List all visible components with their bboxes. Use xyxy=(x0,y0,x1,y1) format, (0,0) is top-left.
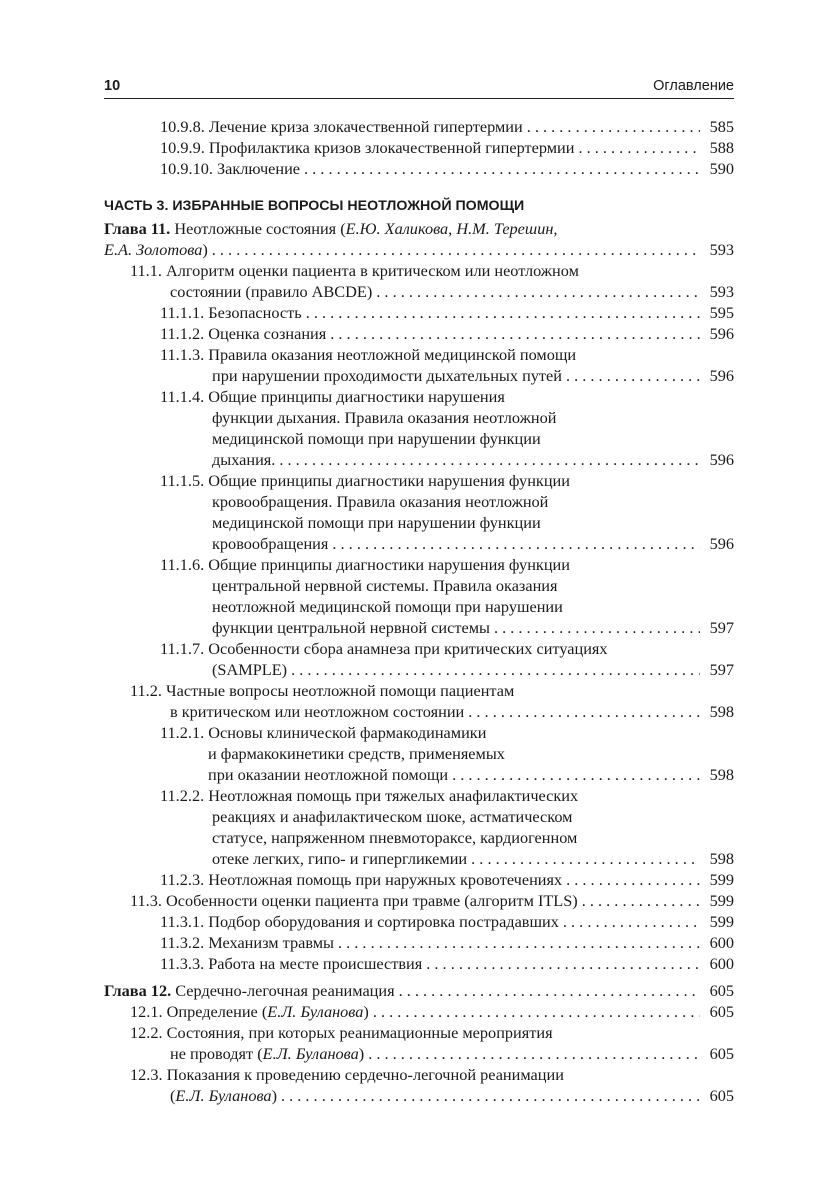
toc-entry[interactable]: 11.3. Особенности оценки пациента при травме (алгоритм ITLS) . . . 599 xyxy=(130,890,734,911)
toc-entry[interactable]: 11.1. Алгоритм оценки пациента в критическом или неотложном xyxy=(130,261,579,280)
page-ref: 599 xyxy=(709,891,734,910)
toc-entry[interactable]: 12.2. Состояния, при которых реанимационные мероприятия xyxy=(130,1023,553,1042)
toc-entry-cont[interactable]: не проводят (Е.Л. Буланова) . . . 605 xyxy=(170,1043,734,1064)
toc-entry-cont: реакциях и анафилактическом шоке, астматическом xyxy=(212,807,573,826)
page-ref: 605 xyxy=(709,1086,734,1105)
toc-entry[interactable]: 10.9.10. Заключение . . . 590 xyxy=(160,158,734,179)
page-ref: 605 xyxy=(709,1002,734,1021)
toc-entry-cont[interactable]: при оказании неотложной помощи . . . 598 xyxy=(208,764,734,785)
toc-entry[interactable]: 10.9.8. Лечение криза злокачественной гипертермии . . . 585 xyxy=(160,116,734,137)
toc-entry-cont[interactable]: (SAMPLE) . . . 597 xyxy=(212,659,734,680)
page-ref: 585 xyxy=(709,117,734,136)
toc-entry[interactable]: 10.9.9. Профилактика кризов злокачественной гипертермии . . . 588 xyxy=(160,137,734,158)
toc-entry[interactable]: 11.3.2. Механизм травмы . . . 600 xyxy=(160,932,734,953)
toc-entry-cont: и фармакокинетики средств, применяемых xyxy=(208,744,505,763)
page-ref: 598 xyxy=(709,765,734,784)
toc-entry[interactable]: 11.3.1. Подбор оборудования и сортировка пострадавших . . . 599 xyxy=(160,911,734,932)
toc-entry-cont: медицинской помощи при нарушении функции xyxy=(212,513,541,532)
toc-entry-cont[interactable]: кровообращения . . . 596 xyxy=(212,533,734,554)
toc-entry[interactable]: 11.2.3. Неотложная помощь при наружных кровотечениях . . . 599 xyxy=(160,869,734,890)
toc-entry-cont[interactable]: состоянии (правило ABCDE) . . . 593 xyxy=(170,281,734,302)
toc-entry-cont: медицинской помощи при нарушении функции xyxy=(212,429,541,448)
toc-entry-cont: статусе, напряженном пневмотораксе, кардиогенном xyxy=(212,828,578,847)
toc-entry[interactable]: 11.1.6. Общие принципы диагностики нарушения функции xyxy=(160,555,570,574)
page-ref: 605 xyxy=(709,981,734,1000)
toc-entry[interactable]: 11.1.2. Оценка сознания . . . 596 xyxy=(160,323,734,344)
toc-entry[interactable]: 11.1.7. Особенности сбора анамнеза при критических ситуациях xyxy=(160,639,608,658)
page-ref: 600 xyxy=(709,954,734,973)
toc-entry[interactable]: 11.1.4. Общие принципы диагностики нарушения xyxy=(160,387,505,406)
page-ref: 596 xyxy=(709,324,734,343)
toc-entry-cont: функции дыхания. Правила оказания неотложной xyxy=(212,408,557,427)
toc-entry[interactable]: 11.2.2. Неотложная помощь при тяжелых анафилактических xyxy=(160,786,579,805)
toc-entry-cont: кровообращения. Правила оказания неотложной xyxy=(212,492,549,511)
page-ref: 596 xyxy=(709,366,734,385)
toc-entry[interactable]: 11.1.3. Правила оказания неотложной медицинской помощи xyxy=(160,345,577,364)
page-ref: 593 xyxy=(709,282,734,301)
page-ref: 596 xyxy=(709,450,734,469)
toc-entry[interactable]: 11.3.3. Работа на месте происшествия . . . 600 xyxy=(160,953,734,974)
toc-entry[interactable]: Е.А. Золотова) . . . 593 xyxy=(104,239,734,260)
page-ref: 596 xyxy=(709,534,734,553)
page-ref: 593 xyxy=(709,240,734,259)
toc-entry-cont[interactable]: отеке легких, гипо- и гипергликемии . . . 598 xyxy=(212,848,734,869)
toc-entry-cont[interactable]: дыхания. . . . 596 xyxy=(212,449,734,470)
page-ref: 590 xyxy=(709,159,734,178)
toc-entry[interactable]: 11.1.5. Общие принципы диагностики нарушения функции xyxy=(160,471,570,490)
page-ref: 600 xyxy=(709,933,734,952)
toc-entry-cont[interactable]: при нарушении проходимости дыхательных путей . . . 596 xyxy=(212,365,734,386)
toc-entry-cont[interactable]: в критическом или неотложном состоянии . . . 598 xyxy=(170,701,734,722)
toc-entry[interactable]: 12.3. Показания к проведению сердечно-легочной реанимации xyxy=(130,1065,564,1084)
page-ref: 597 xyxy=(709,660,734,679)
page-ref: 605 xyxy=(709,1044,734,1063)
page-ref: 597 xyxy=(709,618,734,637)
page-ref: 598 xyxy=(709,702,734,721)
toc-entry-cont: центральной нервной системы. Правила оказания xyxy=(212,576,558,595)
header-title: Оглавление xyxy=(653,78,734,94)
page-number: 10 xyxy=(104,78,121,94)
page-ref: 598 xyxy=(709,849,734,868)
part-heading: ЧАСТЬ 3. ИЗБРАННЫЕ ВОПРОСЫ НЕОТЛОЖНОЙ ПОМОЩИ xyxy=(104,198,525,214)
page-ref: 599 xyxy=(709,870,734,889)
toc-entry-cont: неотложной медицинской помощи при нарушении xyxy=(212,597,563,616)
toc-entry[interactable]: 11.2. Частные вопросы неотложной помощи пациентам xyxy=(130,681,515,700)
toc-entry[interactable]: 12.1. Определение (Е.Л. Буланова) . . . 605 xyxy=(130,1001,734,1022)
page-ref: 599 xyxy=(709,912,734,931)
page-ref: 595 xyxy=(709,303,734,322)
toc-entry-cont[interactable]: функции центральной нервной системы . . . 597 xyxy=(212,617,734,638)
chapter-11-title[interactable]: Глава 11. Неотложные состояния (Е.Ю. Халикова, Н.М. Терешин, xyxy=(104,219,558,238)
toc-entry[interactable]: 11.2.1. Основы клинической фармакодинамики xyxy=(160,723,487,742)
toc-entry-cont[interactable]: (Е.Л. Буланова) . . . 605 xyxy=(170,1085,734,1106)
running-header xyxy=(104,78,734,99)
chapter-12-title[interactable]: Глава 12. Сердечно-легочная реанимация . . . 605 xyxy=(104,980,734,1001)
toc-entry[interactable]: 11.1.1. Безопасность . . . 595 xyxy=(160,302,734,323)
page-ref: 588 xyxy=(709,138,734,157)
